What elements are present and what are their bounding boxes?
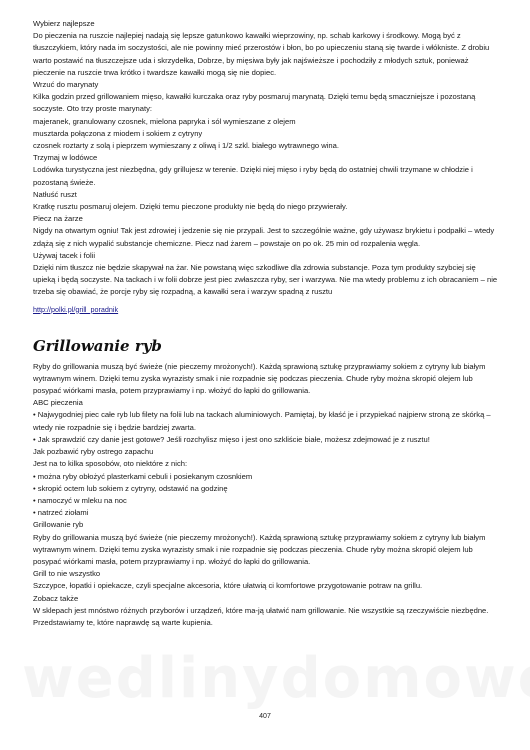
- subheading-embers: Piecz na żarze: [33, 214, 83, 224]
- marinade-item-1: majeranek, granulowany czosnek, mielona papryka i sól wymieszane z olejem: [33, 116, 296, 126]
- paragraph-accessories: Szczypce, łopatki i opiekacze, czyli specjalne akcesoria, które ułatwią ci komfortowe przygotowanie potraw na grillu.: [33, 581, 423, 591]
- bullet-soak-milk: • namoczyć w mleku na noc: [33, 495, 127, 505]
- paragraph-fridge: Lodówka turystyczna jest niezbędna, gdy grillujesz w terenie. Dzięki niej mięso i ryby będą do ostatniej chwili trzymane w chłodzie i pozostaną świeże.: [33, 165, 473, 187]
- paragraph-fish-repeat: Ryby do grillowania muszą być świeże (nie pieczemy mrożonych!). Każdą sprawioną sztukę przyprawiamy sokiem z cytryny lub białym wytrawnym winem. Dzięki temu zyska wyrazisty smak i nie rozpadnie się podczas pieczenia. Chude ryby można skropić olejem lub posypać wiórkami masła, potem przyprawiamy i np. włożyć do łapki do grillowania.: [33, 532, 486, 566]
- paragraph-grease-grate: Kratkę rusztu posmaruj olejem. Dzięki temu pieczone produkty nie będą do niego przywierały.: [33, 202, 348, 212]
- subheading-trays-foil: Używaj tacek i folii: [33, 250, 96, 260]
- paragraph-embers: Nigdy na otwartym ogniu! Tak jest zdrowiej i jedzenie się nie przypali. Jest to szczególnie ważne, gdy używasz brykietu i podpałki – wtedy zdążą się z nich wypalić substancje chemiczne. Piecz nad żarem – powstaje on po ok. 25 min od rozpalenia węgla.: [33, 226, 495, 248]
- bullet-onion-garlic: • można ryby obłożyć plasterkami cebuli i posiekanym czosnkiem: [33, 471, 253, 481]
- marinade-item-3: czosnek roztarty z solą i pieprzem wymieszany z oliwą i 1/2 szkl. białego wytrawnego wina.: [33, 141, 339, 151]
- paragraph-choose-best: Do pieczenia na ruszcie najlepiej nadają się lepsze gatunkowo kawałki wieprzowiny, np. schab karkowy i środkowy. Mogą być z tłuszczykiem, który nada im soczystości, ale nie powinny mieć przerostów i błon, bo po upieczeniu staną się twarde i włókniste. Z drobiu warto postawić na tłuszczejsze uda i skrzydełka, Dobrze, by mięsiwa były jak najświeższe i pochodziły z młodych sztuk, ponieważ pieczenie na ruszcie trwa krótko i twardsze kawałki mogą się nie dopiec.: [33, 31, 490, 77]
- marinade-item-2: musztarda połączona z miodem i sokiem z cytryny: [33, 128, 203, 138]
- paragraph-trays-foil: Dzięki nim tłuszcz nie będzie skapywał na żar. Nie powstaną więc szkodliwe dla zdrowia substancje. Poza tym produkty szybciej się upieką i będą soczyste. Na tackach i w folii dobrze jest piec zwłaszcza ryby, ser i warzywa. Nie ma wtedy problemu z ich obracaniem – nie trzeba się obawiać, że porcje ryby się rozpadną, a kawałki sera i warzyw spadną z rusztu: [33, 263, 498, 297]
- subheading-marinade: Wrzuć do marynaty: [33, 80, 99, 90]
- paragraph-fish-intro: Ryby do grillowania muszą być świeże (nie pieczemy mrożonych!). Każdą sprawioną sztukę przyprawiamy sokiem z cytryny lub białym wytrawnym winem. Dzięki temu zyska wyrazisty smak i nie rozpadnie się podczas pieczenia. Chude ryby można skropić olejem lub posypać wiórkami masła, potem przyprawiamy i np. włożyć do łapki do grillowania.: [33, 361, 486, 396]
- watermark-logo: [22, 646, 522, 711]
- section-grilling-tips: [33, 18, 499, 317]
- paragraph-shops: W sklepach jest mnóstwo różnych przyborów i urządzeń, które ma-ją ułatwić nam grillowanie. Nie wszystkie są rzeczywiście niezbędne. Przedstawiamy te, które naprawdę są warte kupienia.: [33, 605, 489, 627]
- subheading-abc-baking: ABC pieczenia: [33, 398, 83, 408]
- bullet-check-done: • Jak sprawdzić czy danie jest gotowe? Jeśli rozchylisz mięso i jest ono szkliście białe, możesz zdejmować je z rusztu!: [33, 434, 430, 444]
- source-link[interactable]: http://polki.pl/grill_poradnik: [33, 304, 119, 314]
- paragraph-remove-smell: Jest na to kilka sposobów, oto niektóre z nich:: [33, 459, 188, 469]
- subheading-choose-best: Wybierz najlepsze: [33, 19, 95, 28]
- subheading-fridge: Trzymaj w lodówce: [33, 153, 98, 163]
- subheading-remove-smell: Jak pozbawić ryby ostrego zapachu: [33, 447, 154, 457]
- bullet-vinegar-lemon: • skropić octem lub sokiem z cytryny, odstawić na godzinę: [33, 483, 228, 493]
- section-heading-fish: Grillowanie ryb: [33, 336, 162, 355]
- bullet-foil-trays: • Najwygodniej piec całe ryb lub filety na folii lub na tackach aluminiowych. Pamiętaj, by kłaść je i przypiekać najpierw stroną ze skórką – wtedy nie rozpadnie się i będzie bardziej zwarta.: [33, 410, 491, 432]
- document-page: [33, 18, 499, 629]
- subheading-see-also: Zobacz także: [33, 593, 79, 603]
- subheading-fish-grilling-repeat: Grillowanie ryb: [33, 520, 84, 530]
- subheading-not-everything: Grill to nie wszystko: [33, 569, 101, 579]
- page-number: 407: [259, 713, 271, 720]
- section-fish-grilling: [33, 361, 499, 629]
- subheading-grease-grate: Natłuść ruszt: [33, 189, 77, 199]
- paragraph-marinade: Kilka godzin przed grillowaniem mięso, kawałki kurczaka oraz ryby posmaruj marynatą. Dzięki temu będą smaczniejsze i pozostaną soczyste. Oto trzy proste marynaty:: [33, 92, 476, 114]
- bullet-rub-herbs: • natrzeć ziołami: [33, 508, 89, 518]
